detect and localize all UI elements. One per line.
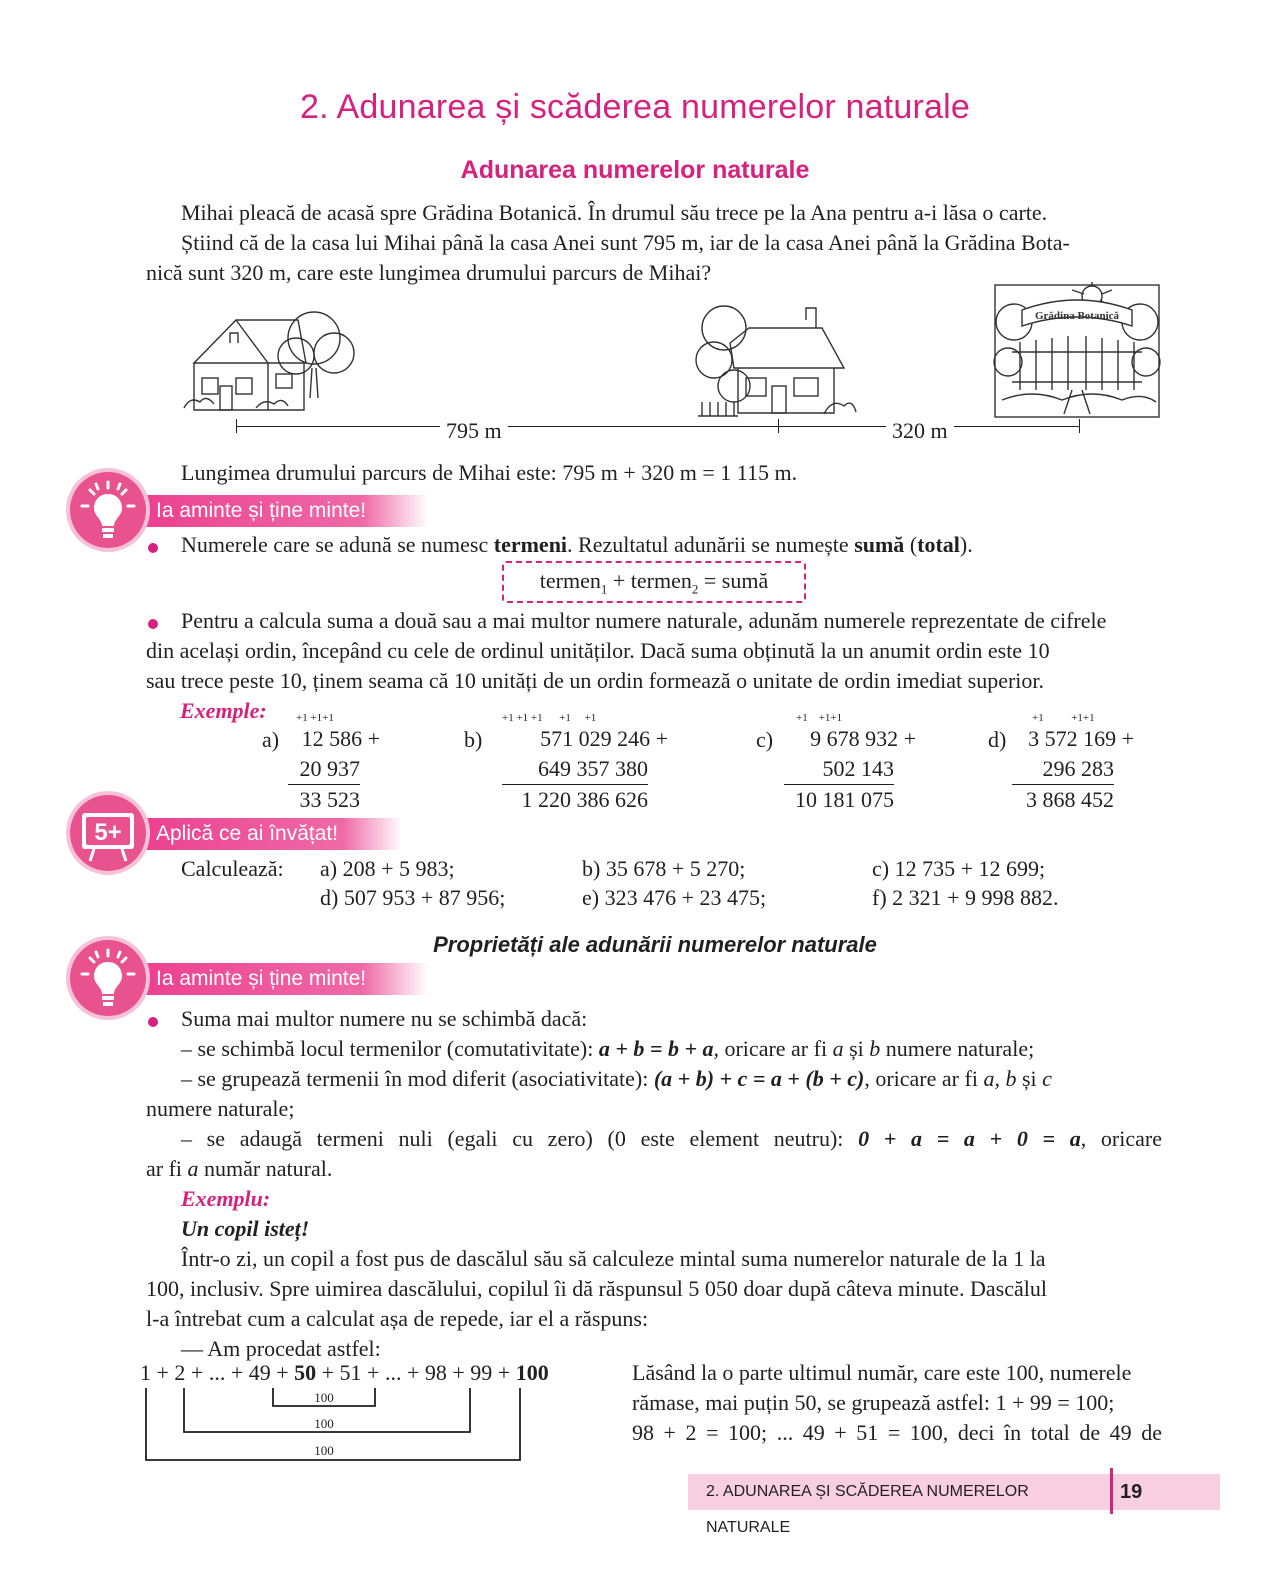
neutral-text-2: , oricare xyxy=(1080,1126,1162,1151)
example-c-bottom: 502 143 xyxy=(784,754,894,785)
section-subtitle: Adunarea numerelor naturale xyxy=(460,156,810,184)
terms-paren-close: ). xyxy=(959,532,973,557)
example-b xyxy=(502,712,668,815)
property-commutative xyxy=(146,1034,1162,1064)
method-line-1: Pentru a calcula suma a două sau a mai multor numere naturale, adunăm numerele reprezentate de cifrele xyxy=(181,608,1107,633)
example-d-bottom: 296 283 xyxy=(1012,754,1114,785)
page-number: 19 xyxy=(1120,1481,1143,1503)
neutral-line2-post: număr natural. xyxy=(198,1156,333,1181)
distance-label-320: 320 m xyxy=(886,416,954,446)
method-line-2: din același ordin, începând cu cele de ordinul unităților. Dacă suma obținută la un anumit ordin este 10 xyxy=(146,638,1050,663)
explanation-line-2: rămase, mai puțin 50, se grupează astfel: 1 + 99 = 100; xyxy=(632,1390,1115,1415)
intro-line-2: Știind că de la casa lui Mihai până la casa Anei sunt 795 m, iar de la casa Anei până la Grădina Bota- xyxy=(181,230,1070,255)
formula-subscript-1: 1 xyxy=(600,581,608,597)
apply-item-e: e) 323 476 + 23 475; xyxy=(582,885,767,910)
example-d-top: 3 572 169 + xyxy=(1028,726,1134,751)
example-a-result: 33 523 xyxy=(299,787,360,812)
story-line-3: l-a întrebat cum a calculat așa de repede, iar el a răspuns: xyxy=(146,1306,649,1331)
sum-hundred: 100 xyxy=(515,1360,549,1385)
ana-house-illustration xyxy=(694,298,860,423)
sum-part-2: + 51 + ... + 98 + 99 + xyxy=(316,1360,516,1385)
example-a-bottom: 20 937 xyxy=(288,754,360,785)
addition-method xyxy=(146,606,1162,696)
neutral-line-2 xyxy=(146,1154,1162,1184)
sum-fifty: 50 xyxy=(294,1360,317,1385)
example-d-label: d) xyxy=(988,727,1007,752)
example-a-label: a) xyxy=(262,727,280,752)
gauss-explanation xyxy=(632,1358,1162,1448)
commutative-text: – se schimbă locul termenilor (comutativitate): xyxy=(181,1036,599,1061)
footer-divider xyxy=(1110,1468,1113,1514)
formula-subscript-2: 2 xyxy=(691,581,699,597)
remember-banner-2: Ia aminte și ține minte! xyxy=(134,963,428,995)
terms-text-2: . Rezultatul adunării se numește xyxy=(567,532,855,557)
intro-problem xyxy=(146,198,1162,288)
bracket-label-outer: 100 xyxy=(314,1443,334,1458)
examples-label: Exemple: xyxy=(180,698,267,723)
associative-and: și xyxy=(1016,1066,1043,1091)
sum-word: sumă xyxy=(854,532,905,557)
associative-formula: (a + b) + c = a + (b + c) xyxy=(653,1066,865,1091)
story-title: Un copil isteț! xyxy=(181,1216,310,1241)
apply-banner: Aplică ce ai învățat! xyxy=(134,818,402,850)
associative-line-2: numere naturale; xyxy=(146,1096,295,1121)
apply-badge-text: 5+ xyxy=(94,819,122,846)
formula-sum: = sumă xyxy=(698,568,769,593)
example-b-label: b) xyxy=(464,727,483,752)
garden-sign-text: Grădina Botanică xyxy=(1034,310,1120,322)
intro-line-3: nică sunt 320 m, care este lungimea drumului parcurs de Mihai? xyxy=(146,260,712,285)
distance-tick-start xyxy=(236,419,237,433)
apply-item-b: b) 35 678 + 5 270; xyxy=(582,856,746,881)
footer-chapter: 2. ADUNAREA ȘI SCĂDEREA NUMERELOR NATURALE xyxy=(706,1483,1029,1536)
commutative-text-2: , oricare ar fi xyxy=(713,1036,833,1061)
example-c-carry: +1 +1+1 xyxy=(796,712,843,724)
neutral-var-a: a xyxy=(187,1156,199,1181)
example-label: Exemplu: xyxy=(181,1186,271,1211)
bullet-1 xyxy=(148,543,158,553)
lightbulb-badge-1 xyxy=(70,472,146,548)
lightbulb-badge-2 xyxy=(70,940,146,1016)
addition-formula-box xyxy=(502,561,806,603)
page-title: 2. Adunarea și scăderea numerelor naturale xyxy=(300,88,970,126)
commutative-var-b: b xyxy=(869,1036,881,1061)
bracket-label-inner: 100 xyxy=(314,1390,334,1405)
intro-line-1: Mihai pleacă de acasă spre Grădina Botanică. În drumul său trece pe la Ana pentru a-i lăsa o carte. xyxy=(181,200,1048,225)
example-d xyxy=(1012,712,1134,815)
properties-heading: Proprietăți ale adunării numerelor naturale xyxy=(433,932,877,957)
commutative-text-3: numere naturale; xyxy=(880,1036,1035,1061)
apply-badge xyxy=(70,795,146,871)
example-d-result: 3 868 452 xyxy=(1026,787,1114,812)
explanation-line-1: Lăsând la o parte ultimul număr, care este 100, numerele xyxy=(632,1360,1132,1385)
botanical-garden-illustration xyxy=(992,282,1162,420)
chalkboard-icon xyxy=(70,795,146,871)
example-d-carry: +1 +1+1 xyxy=(1032,712,1095,724)
story-line-2: 100, inclusiv. Spre uimirea dascălului, copilul îi dă răspunsul 5 050 doar după câteva minute. Dascălul xyxy=(146,1276,1047,1301)
example-a xyxy=(288,712,380,815)
total-word: total xyxy=(917,532,960,557)
commutative-formula: a + b = b + a xyxy=(598,1036,714,1061)
properties-intro: Suma mai multor numere nu se schimbă dacă: xyxy=(181,1006,588,1031)
example-b-carry: +1 +1 +1 +1 +1 xyxy=(502,712,597,724)
lightbulb-icon xyxy=(70,940,146,1016)
formula-term-1: termen xyxy=(539,568,601,593)
example-c-top: 9 678 932 + xyxy=(810,726,916,751)
neutral-formula: 0 + a = a + 0 = a xyxy=(858,1126,1081,1151)
example-a-carry: +1 +1+1 xyxy=(296,712,334,724)
associative-vars: a, b xyxy=(983,1066,1017,1091)
terms-paren-open: ( xyxy=(904,532,918,557)
apply-item-d: d) 507 953 + 87 956; xyxy=(320,885,506,910)
neutral-line2-pre: ar fi xyxy=(146,1156,188,1181)
formula-term-2: + termen xyxy=(607,568,692,593)
explanation-line-3: 98 + 2 = 100; ... 49 + 51 = 100, deci în total de 49 de xyxy=(632,1420,1162,1445)
properties-body xyxy=(146,1004,1162,1364)
example-c xyxy=(784,712,916,815)
associative-text-2: , oricare ar fi xyxy=(864,1066,984,1091)
property-neutral xyxy=(146,1124,1162,1154)
associative-var-c: c xyxy=(1042,1066,1052,1091)
sum-part-1: 1 + 2 + ... + 49 + xyxy=(140,1360,295,1385)
example-a-top: 12 586 + xyxy=(301,726,380,751)
remember-banner-1: Ia aminte și ține minte! xyxy=(134,495,428,527)
lightbulb-icon xyxy=(70,472,146,548)
story-line-1: Într-o zi, un copil a fost pus de dascălul său să calculeze mintal suma numerelor naturale de la 1 la xyxy=(181,1246,1046,1271)
apply-item-f: f) 2 321 + 9 998 882. xyxy=(872,885,1059,910)
terms-definition xyxy=(181,530,973,560)
example-c-result: 10 181 075 xyxy=(795,787,894,812)
distance-label-795: 795 m xyxy=(440,416,508,446)
neutral-text: – se adaugă termeni nuli (egali cu zero) (0 este element neutru): xyxy=(181,1126,859,1151)
terms-text-1: Numerele care se adună se numesc xyxy=(181,532,494,557)
distance-tick-end xyxy=(1079,419,1080,433)
property-associative xyxy=(146,1064,1162,1094)
commutative-var-a: a xyxy=(832,1036,844,1061)
story-line-4: — Am procedat astfel: xyxy=(181,1336,381,1361)
example-b-top: 571 029 246 + xyxy=(540,726,668,751)
bracket-label-middle: 100 xyxy=(314,1416,334,1431)
commutative-and: și xyxy=(843,1036,870,1061)
apply-item-a: a) 208 + 5 983; xyxy=(320,856,455,881)
apply-item-c: c) 12 735 + 12 699; xyxy=(872,856,1046,881)
answer-sentence: Lungimea drumului parcurs de Mihai este: 795 m + 320 m = 1 115 m. xyxy=(181,460,798,485)
mihai-house-illustration xyxy=(176,298,366,423)
example-b-bottom: 649 357 380 xyxy=(502,754,648,785)
distance-tick-middle xyxy=(778,419,779,433)
term-word: termeni xyxy=(493,532,568,557)
apply-label: Calculează: xyxy=(181,856,284,881)
method-line-3: sau trece peste 10, ținem seama că 10 unități de un ordin formează o unitate de ordin imediat superior. xyxy=(146,668,1045,693)
example-b-result: 1 220 386 626 xyxy=(521,787,648,812)
example-c-label: c) xyxy=(756,727,774,752)
associative-text: – se grupează termenii în mod diferit (asociativitate): xyxy=(181,1066,654,1091)
